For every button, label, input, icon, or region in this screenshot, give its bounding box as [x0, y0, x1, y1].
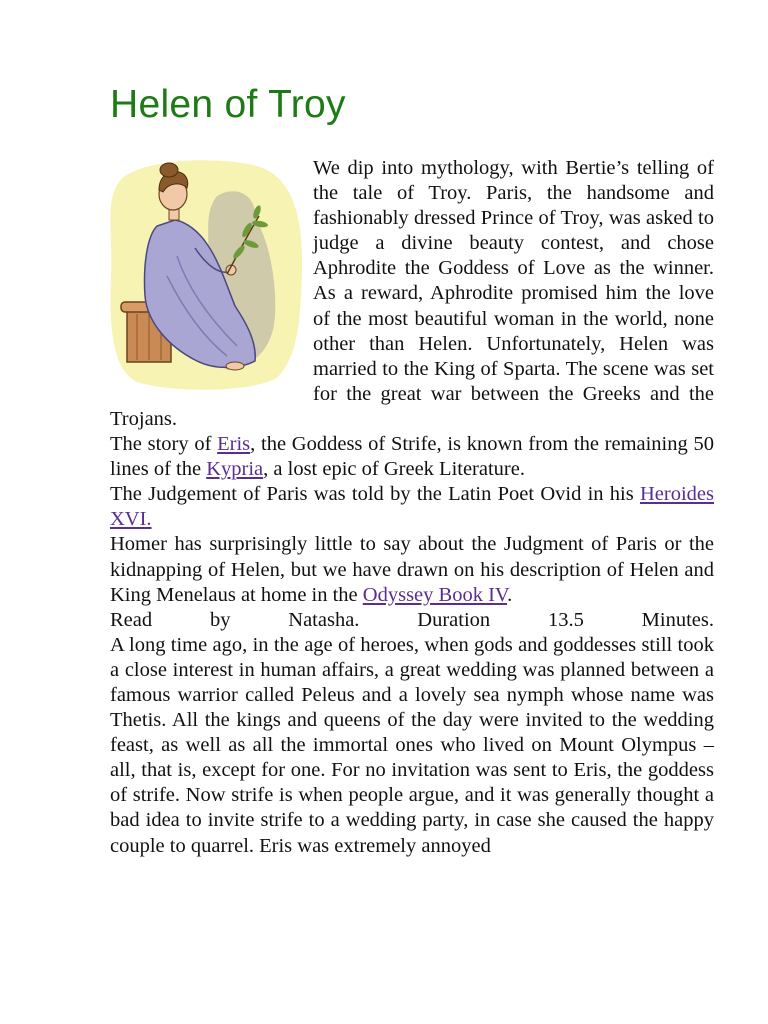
homer-text-post: . [507, 583, 513, 606]
homer-paragraph [110, 532, 714, 607]
narrator-line: Read by Natasha. Duration 13.5 Minutes. [110, 608, 714, 631]
heroides-link[interactable]: Heroides XVI. [110, 483, 714, 531]
page-title: Helen of Troy [110, 83, 346, 126]
eris-text-mid: , the Goddess of Strife, is known from the remaining 50 lines of the [110, 433, 714, 481]
eris-text-post: , a lost epic of Greek Literature. [263, 458, 525, 481]
judgement-text: The Judgement of Paris was told by the Latin Poet Ovid in his [110, 483, 640, 506]
article-body [110, 156, 714, 859]
odyssey-link[interactable]: Odyssey Book IV [362, 583, 508, 606]
judgement-paragraph [110, 482, 714, 532]
kypria-link[interactable]: Kypria [206, 458, 264, 481]
seated-woman-with-olive-branch-icon [107, 156, 307, 396]
eris-text-pre: The story of [110, 433, 218, 456]
document-page [110, 78, 714, 859]
story-paragraph: A long time ago, in the age of heroes, when gods and goddesses still took a close interest in human affairs, a great wedding was planned between a famous warrior called Peleus and a lovely sea nymph whose name was Thetis. All the kings and queens of the day were invited to the wedding feast, as well as all the immortal ones who lived on Mount Olympus – all, that is, except for one. For no invitation was sent to Eris, the goddess of strife. Now strife is when people argue, and it was generally thought a bad idea to invite strife to a wedding party, in case she caused the happy couple to quarrel. Eris was extremely annoyed [110, 633, 714, 857]
eris-paragraph [110, 432, 714, 482]
eris-link[interactable]: Eris [217, 433, 251, 456]
homer-text: Homer has surprisingly little to say about the Judgment of Paris or the kidnapping of Helen, but we have drawn on his description of Helen and King Menelaus at home in the [110, 533, 714, 606]
intro-paragraph: We dip into mythology, with Bertie’s telling of the tale of Troy. Paris, the handsome and fashionably dressed Prince of Troy, was asked to judge a divine beauty contest, and chose Aphrodite the Goddess of Love as the winner. As a reward, Aphrodite promised him the love of the most beautiful woman in the world, none other than Helen. Unfortunately, Helen was married to the King of Sparta. The scene was set for the great war between the Greeks and the Trojans. [110, 157, 714, 430]
helen-illustration [107, 156, 307, 396]
